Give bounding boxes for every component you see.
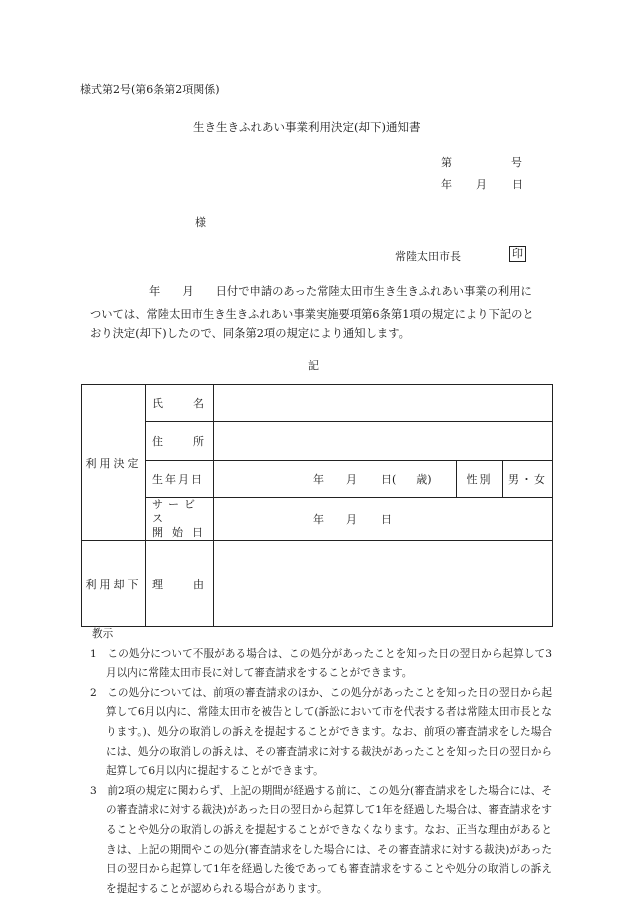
body-month: 月 xyxy=(182,285,194,298)
body-rest: 日付で申請のあった常陸太田市生き生きふれあい事業の利用に xyxy=(215,285,532,298)
body-line-2: ついては、常陸太田市生き生きふれあい事業実施要項第6条第1項の規定により下記のと xyxy=(90,308,534,321)
service-start-value-cell[interactable] xyxy=(214,498,553,541)
name-value-cell[interactable] xyxy=(214,385,553,422)
doc-date-month: 月 xyxy=(476,178,487,191)
birthdate-value-cell[interactable] xyxy=(214,461,457,498)
decision-category-cell: 利用決定 xyxy=(82,385,146,541)
doc-number-gou: 号 xyxy=(511,156,522,169)
document-title: 生き生きふれあい事業利用決定(却下)通知書 xyxy=(193,120,421,134)
gender-value-cell[interactable]: 男・女 xyxy=(503,461,553,498)
body-year: 年 xyxy=(149,285,161,298)
body-line-3: おり決定(却下)したので、同条第2項の規定により通知します。 xyxy=(90,327,410,340)
seal-text: 印 xyxy=(509,246,526,262)
seal-mark xyxy=(509,246,526,262)
notes-heading: 教示 xyxy=(92,628,114,640)
service-year: 年 xyxy=(313,513,324,526)
reason-label-cell: 理 由 xyxy=(146,541,214,627)
gender-label-cell: 性別 xyxy=(457,461,503,498)
issuer-name: 常陸太田市長 xyxy=(395,250,461,263)
body-line-1 xyxy=(149,283,532,299)
service-day: 日 xyxy=(381,513,392,526)
note-1: 1 この処分について不服がある場合は、この処分があったことを知った日の翌日から起算して3月以内に常陸太田市長に対して審査請求をすることができます。 xyxy=(90,647,552,680)
birth-month: 月 xyxy=(346,473,357,486)
reject-category-cell: 利用却下 xyxy=(82,541,146,627)
note-2: 2 この処分については、前項の審査請求のほか、この処分があったことを知った日の翌日から起算して6月以内に、常陸太田市を被告として(訴訟において市を代表する者は常陸太田市長となります。)、処分の取消しの訴えを提起することができます。なお、前項の審査請求をした場合には、処分の取消しの訴えは、その審査請求に対する裁決があったことを知った日の翌日から起算して6月以内に提起することができます。 xyxy=(90,686,552,778)
address-value-cell[interactable] xyxy=(214,422,553,461)
birth-year: 年 xyxy=(313,473,324,486)
doc-date-year: 年 xyxy=(441,178,452,191)
service-start-label-cell: サービス 開始日 xyxy=(146,498,214,541)
birth-day: 日( xyxy=(381,473,397,486)
birthdate-label-cell: 生年月日 xyxy=(146,461,214,498)
doc-number-dai: 第 xyxy=(441,156,452,169)
form-number: 様式第2号(第6条第2項関係) xyxy=(80,83,220,96)
addressee-suffix: 様 xyxy=(195,216,206,229)
notes-section xyxy=(90,625,552,899)
ki-heading: 記 xyxy=(308,359,319,372)
doc-date-day: 日 xyxy=(512,178,523,191)
name-label-cell: 氏 名 xyxy=(146,385,214,422)
birth-age: 歳) xyxy=(416,473,432,486)
reason-value-cell[interactable] xyxy=(214,541,553,627)
service-month: 月 xyxy=(346,513,357,526)
address-label-cell: 住 所 xyxy=(146,422,214,461)
note-3: 3 前2項の規定に関わらず、上記の期間が経過する前に、この処分(審査請求をした場合には、その審査請求に対する裁決)があった日の翌日から起算して1年を経過した場合は、審査請求をすることや処分の取消しの訴えを提起することができなくなります。なお、正当な理由があるときは、上記の期間やこの処分(審査請求をした場合には、その審査請求に対する裁決)があった日の翌日から起算して1年を経過した後であっても審査請求をすることや処分の取消しの訴えを提起することが認められる場合があります。 xyxy=(90,784,553,895)
decision-table xyxy=(81,384,553,627)
